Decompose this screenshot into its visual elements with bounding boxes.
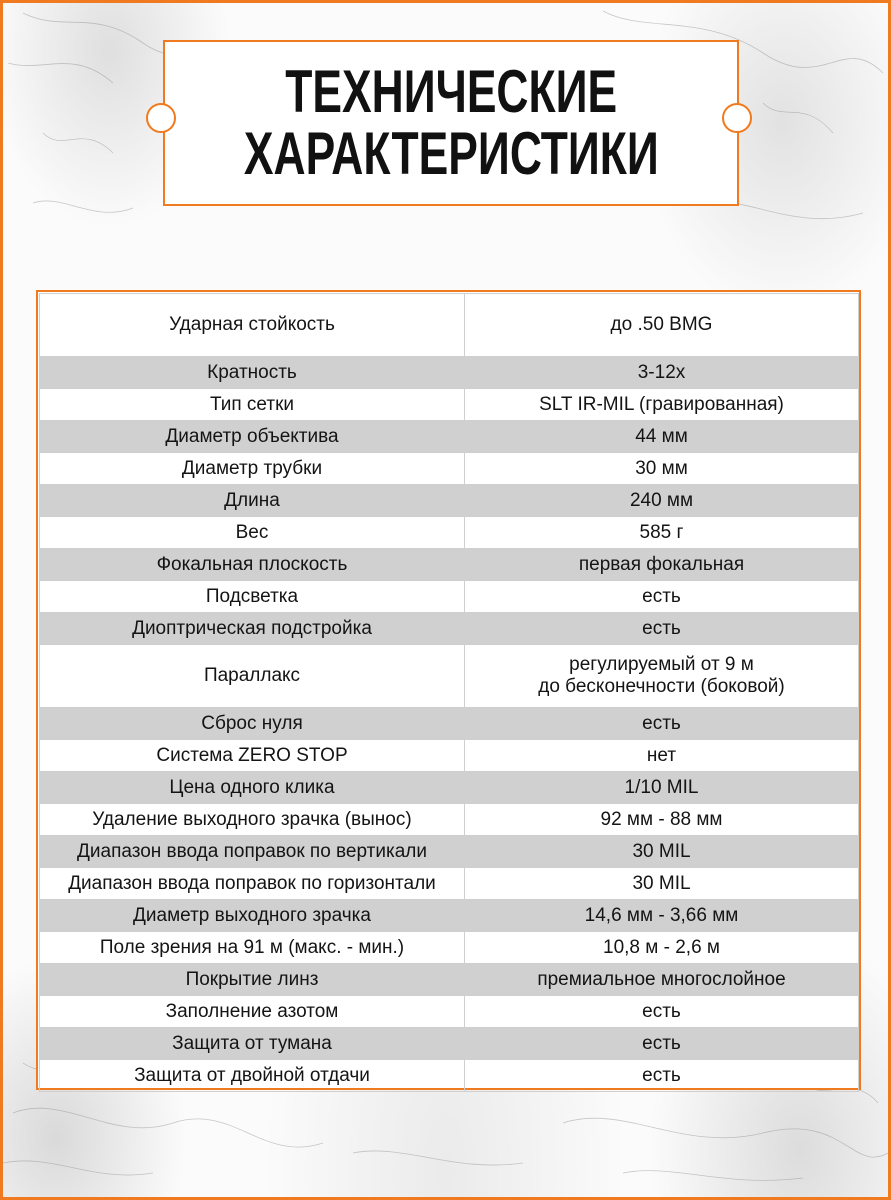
- table-row: [40, 485, 859, 517]
- spec-value: 30 мм: [465, 453, 859, 485]
- spec-label: Вес: [40, 517, 465, 549]
- spec-value: премиальное многослойное: [465, 964, 859, 996]
- spec-label: Защита от тумана: [40, 1028, 465, 1060]
- spec-value: есть: [465, 1060, 859, 1092]
- table-row: [40, 453, 859, 485]
- table-row: [40, 996, 859, 1028]
- spec-value: есть: [465, 708, 859, 740]
- table-row: [40, 836, 859, 868]
- spec-label: Диаметр трубки: [40, 453, 465, 485]
- table-row: [40, 517, 859, 549]
- table-row: [40, 357, 859, 389]
- table-row: [40, 900, 859, 932]
- spec-value: 30 MIL: [465, 836, 859, 868]
- spec-label: Диапазон ввода поправок по вертикали: [40, 836, 465, 868]
- table-row: [40, 581, 859, 613]
- spec-value-line-2: до бесконечности (боковой): [538, 676, 785, 697]
- table-row: [40, 740, 859, 772]
- table-row: [40, 772, 859, 804]
- spec-label: Подсветка: [40, 581, 465, 613]
- spec-label: Кратность: [40, 357, 465, 389]
- spec-label: Покрытие линз: [40, 964, 465, 996]
- table-row: [40, 1028, 859, 1060]
- table-row: [40, 804, 859, 836]
- page-title: [163, 40, 739, 206]
- spec-value: есть: [465, 613, 859, 645]
- table-row: [40, 389, 859, 421]
- spec-value: 14,6 мм - 3,66 мм: [465, 900, 859, 932]
- spec-label: Длина: [40, 485, 465, 517]
- table-row: [40, 708, 859, 740]
- spec-value: первая фокальная: [465, 549, 859, 581]
- spec-label: Поле зрения на 91 м (макс. - мин.): [40, 932, 465, 964]
- spec-label: Сброс нуля: [40, 708, 465, 740]
- spec-value: есть: [465, 581, 859, 613]
- spec-value: SLT IR-MIL (гравированная): [465, 389, 859, 421]
- spec-value: 585 г: [465, 517, 859, 549]
- spec-value: 30 MIL: [465, 868, 859, 900]
- spec-label: Заполнение азотом: [40, 996, 465, 1028]
- table-row: [40, 294, 859, 357]
- table-row: [40, 964, 859, 996]
- spec-value: 92 мм - 88 мм: [465, 804, 859, 836]
- spec-value: [465, 645, 859, 708]
- table-row: [40, 1060, 859, 1092]
- spec-value: 44 мм: [465, 421, 859, 453]
- spec-value: нет: [465, 740, 859, 772]
- spec-value-line-1: регулируемый от 9 м: [569, 654, 754, 675]
- title-line-1: ТЕХНИЧЕСКИЕ: [285, 58, 617, 125]
- spec-label: Диоптрическая подстройка: [40, 613, 465, 645]
- spec-table: [39, 293, 859, 1092]
- table-row: [40, 868, 859, 900]
- spec-value: 3-12x: [465, 357, 859, 389]
- spec-label: Ударная стойкость: [40, 294, 465, 357]
- spec-value: есть: [465, 1028, 859, 1060]
- spec-label: Фокальная плоскость: [40, 549, 465, 581]
- spec-label: Защита от двойной отдачи: [40, 1060, 465, 1092]
- spec-label: Система ZERO STOP: [40, 740, 465, 772]
- spec-value: до .50 BMG: [465, 294, 859, 357]
- spec-value: 10,8 м - 2,6 м: [465, 932, 859, 964]
- spec-label: Параллакс: [40, 645, 465, 708]
- spec-value: 1/10 MIL: [465, 772, 859, 804]
- table-row: [40, 932, 859, 964]
- spec-label: Тип сетки: [40, 389, 465, 421]
- spec-label: Удаление выходного зрачка (вынос): [40, 804, 465, 836]
- table-row: [40, 421, 859, 453]
- table-row: [40, 549, 859, 581]
- spec-label: Диапазон ввода поправок по горизонтали: [40, 868, 465, 900]
- spec-label: Диаметр выходного зрачка: [40, 900, 465, 932]
- spec-value: есть: [465, 996, 859, 1028]
- table-row: [40, 613, 859, 645]
- title-line-2: ХАРАКТЕРИСТИКИ: [243, 120, 659, 187]
- spec-value: 240 мм: [465, 485, 859, 517]
- table-row: [40, 645, 859, 708]
- spec-label: Цена одного клика: [40, 772, 465, 804]
- spec-label: Диаметр объектива: [40, 421, 465, 453]
